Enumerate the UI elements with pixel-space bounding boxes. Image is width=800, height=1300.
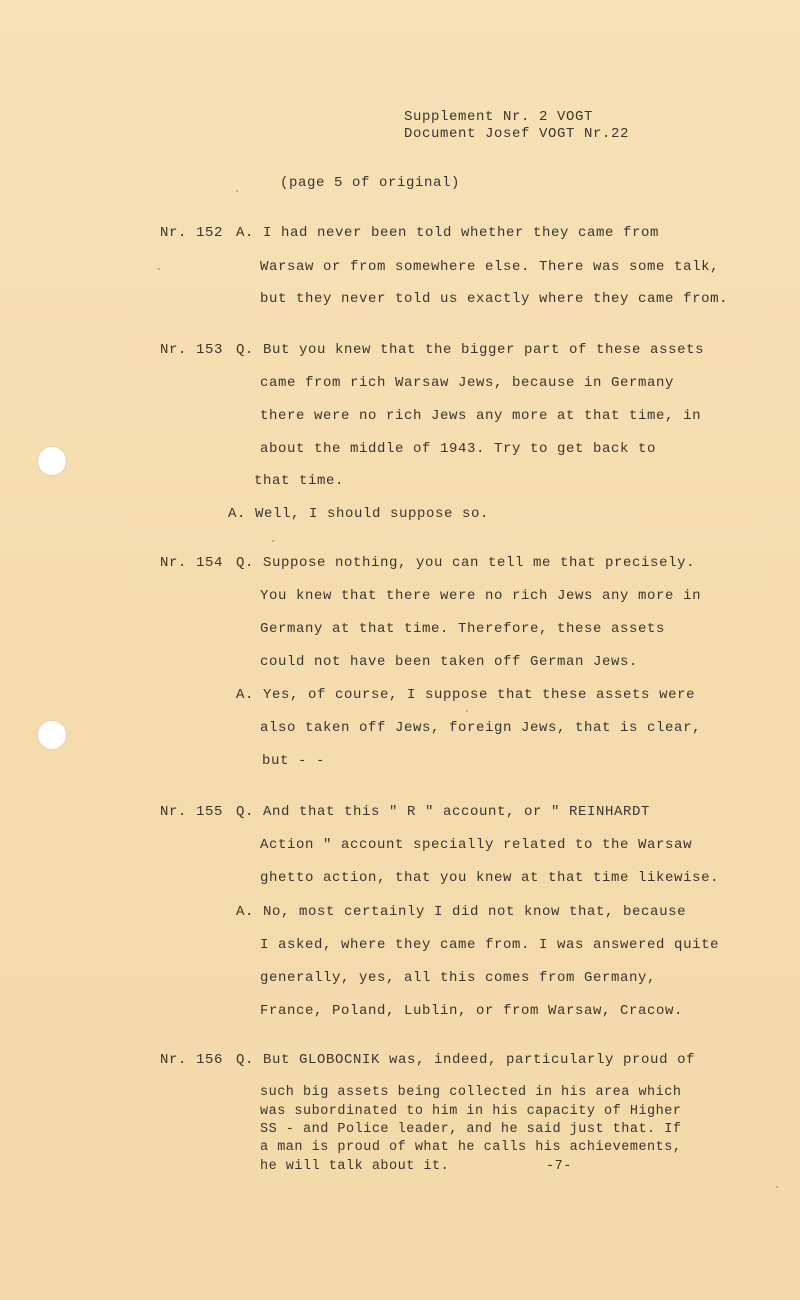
entry-line: he will talk about it.	[260, 1159, 450, 1174]
paper-speck	[236, 190, 238, 192]
entry-line: a man is proud of what he calls his achievements,	[260, 1140, 682, 1155]
entry-line: SS - and Police leader, and he said just that. If	[260, 1122, 682, 1137]
entry-number: Nr. 156	[160, 1052, 224, 1068]
paper-speck	[466, 710, 468, 712]
entry-line: could not have been taken off German Jews.	[260, 654, 639, 670]
page-number: -7-	[546, 1159, 572, 1174]
entry-answer: generally, yes, all this comes from Germany,	[260, 970, 657, 986]
entry-line: You knew that there were no rich Jews any more in	[260, 588, 702, 604]
entry-line: was subordinated to him in his capacity of Higher	[260, 1104, 682, 1119]
entry-line: Q. But GLOBOCNIK was, indeed, particularly proud of	[236, 1052, 696, 1068]
entry-answer: but - -	[262, 753, 326, 769]
header-line-2: Document Josef VOGT Nr.22	[404, 126, 630, 142]
entry-number: Nr. 152	[160, 225, 224, 241]
entry-answer: also taken off Jews, foreign Jews, that is clear,	[260, 720, 702, 736]
entry-line: that time.	[254, 473, 345, 489]
entry-answer: A. Well, I should suppose so.	[228, 506, 490, 522]
entry-line: Q. But you knew that the bigger part of these assets	[236, 342, 705, 358]
paper-speck	[158, 268, 160, 270]
entry-answer: A. No, most certainly I did not know that, because	[236, 904, 687, 920]
punch-hole-top	[37, 446, 67, 476]
paper-speck	[272, 540, 274, 542]
entry-line: such big assets being collected in his area which	[260, 1085, 682, 1100]
entry-line: Q. Suppose nothing, you can tell me that precisely.	[236, 555, 696, 571]
entry-line: Germany at that time. Therefore, these assets	[260, 621, 666, 637]
entry-number: Nr. 155	[160, 804, 224, 820]
entry-line: about the middle of 1943. Try to get back to	[260, 441, 657, 457]
punch-hole-bottom	[37, 720, 67, 750]
entry-answer: I asked, where they came from. I was answered quite	[260, 937, 720, 953]
entry-line: Warsaw or from somewhere else. There was some talk,	[260, 259, 720, 275]
entry-line: but they never told us exactly where they came from.	[260, 291, 729, 307]
entry-line: Action " account specially related to the Warsaw	[260, 837, 693, 853]
entry-answer: A. Yes, of course, I suppose that these assets were	[236, 687, 696, 703]
paper-speck	[776, 1186, 778, 1188]
page-note: (page 5 of original)	[280, 175, 461, 191]
entry-line: Q. And that this " R " account, or " REINHARDT	[236, 804, 651, 820]
entry-line: there were no rich Jews any more at that time, in	[260, 408, 702, 424]
entry-line: A. I had never been told whether they came from	[236, 225, 660, 241]
entry-line: came from rich Warsaw Jews, because in Germany	[260, 375, 675, 391]
entry-line: ghetto action, that you knew at that time likewise.	[260, 870, 720, 886]
entry-answer: France, Poland, Lublin, or from Warsaw, Cracow.	[260, 1003, 684, 1019]
header-line-1: Supplement Nr. 2 VOGT	[404, 109, 594, 125]
entry-number: Nr. 153	[160, 342, 224, 358]
entry-number: Nr. 154	[160, 555, 224, 571]
